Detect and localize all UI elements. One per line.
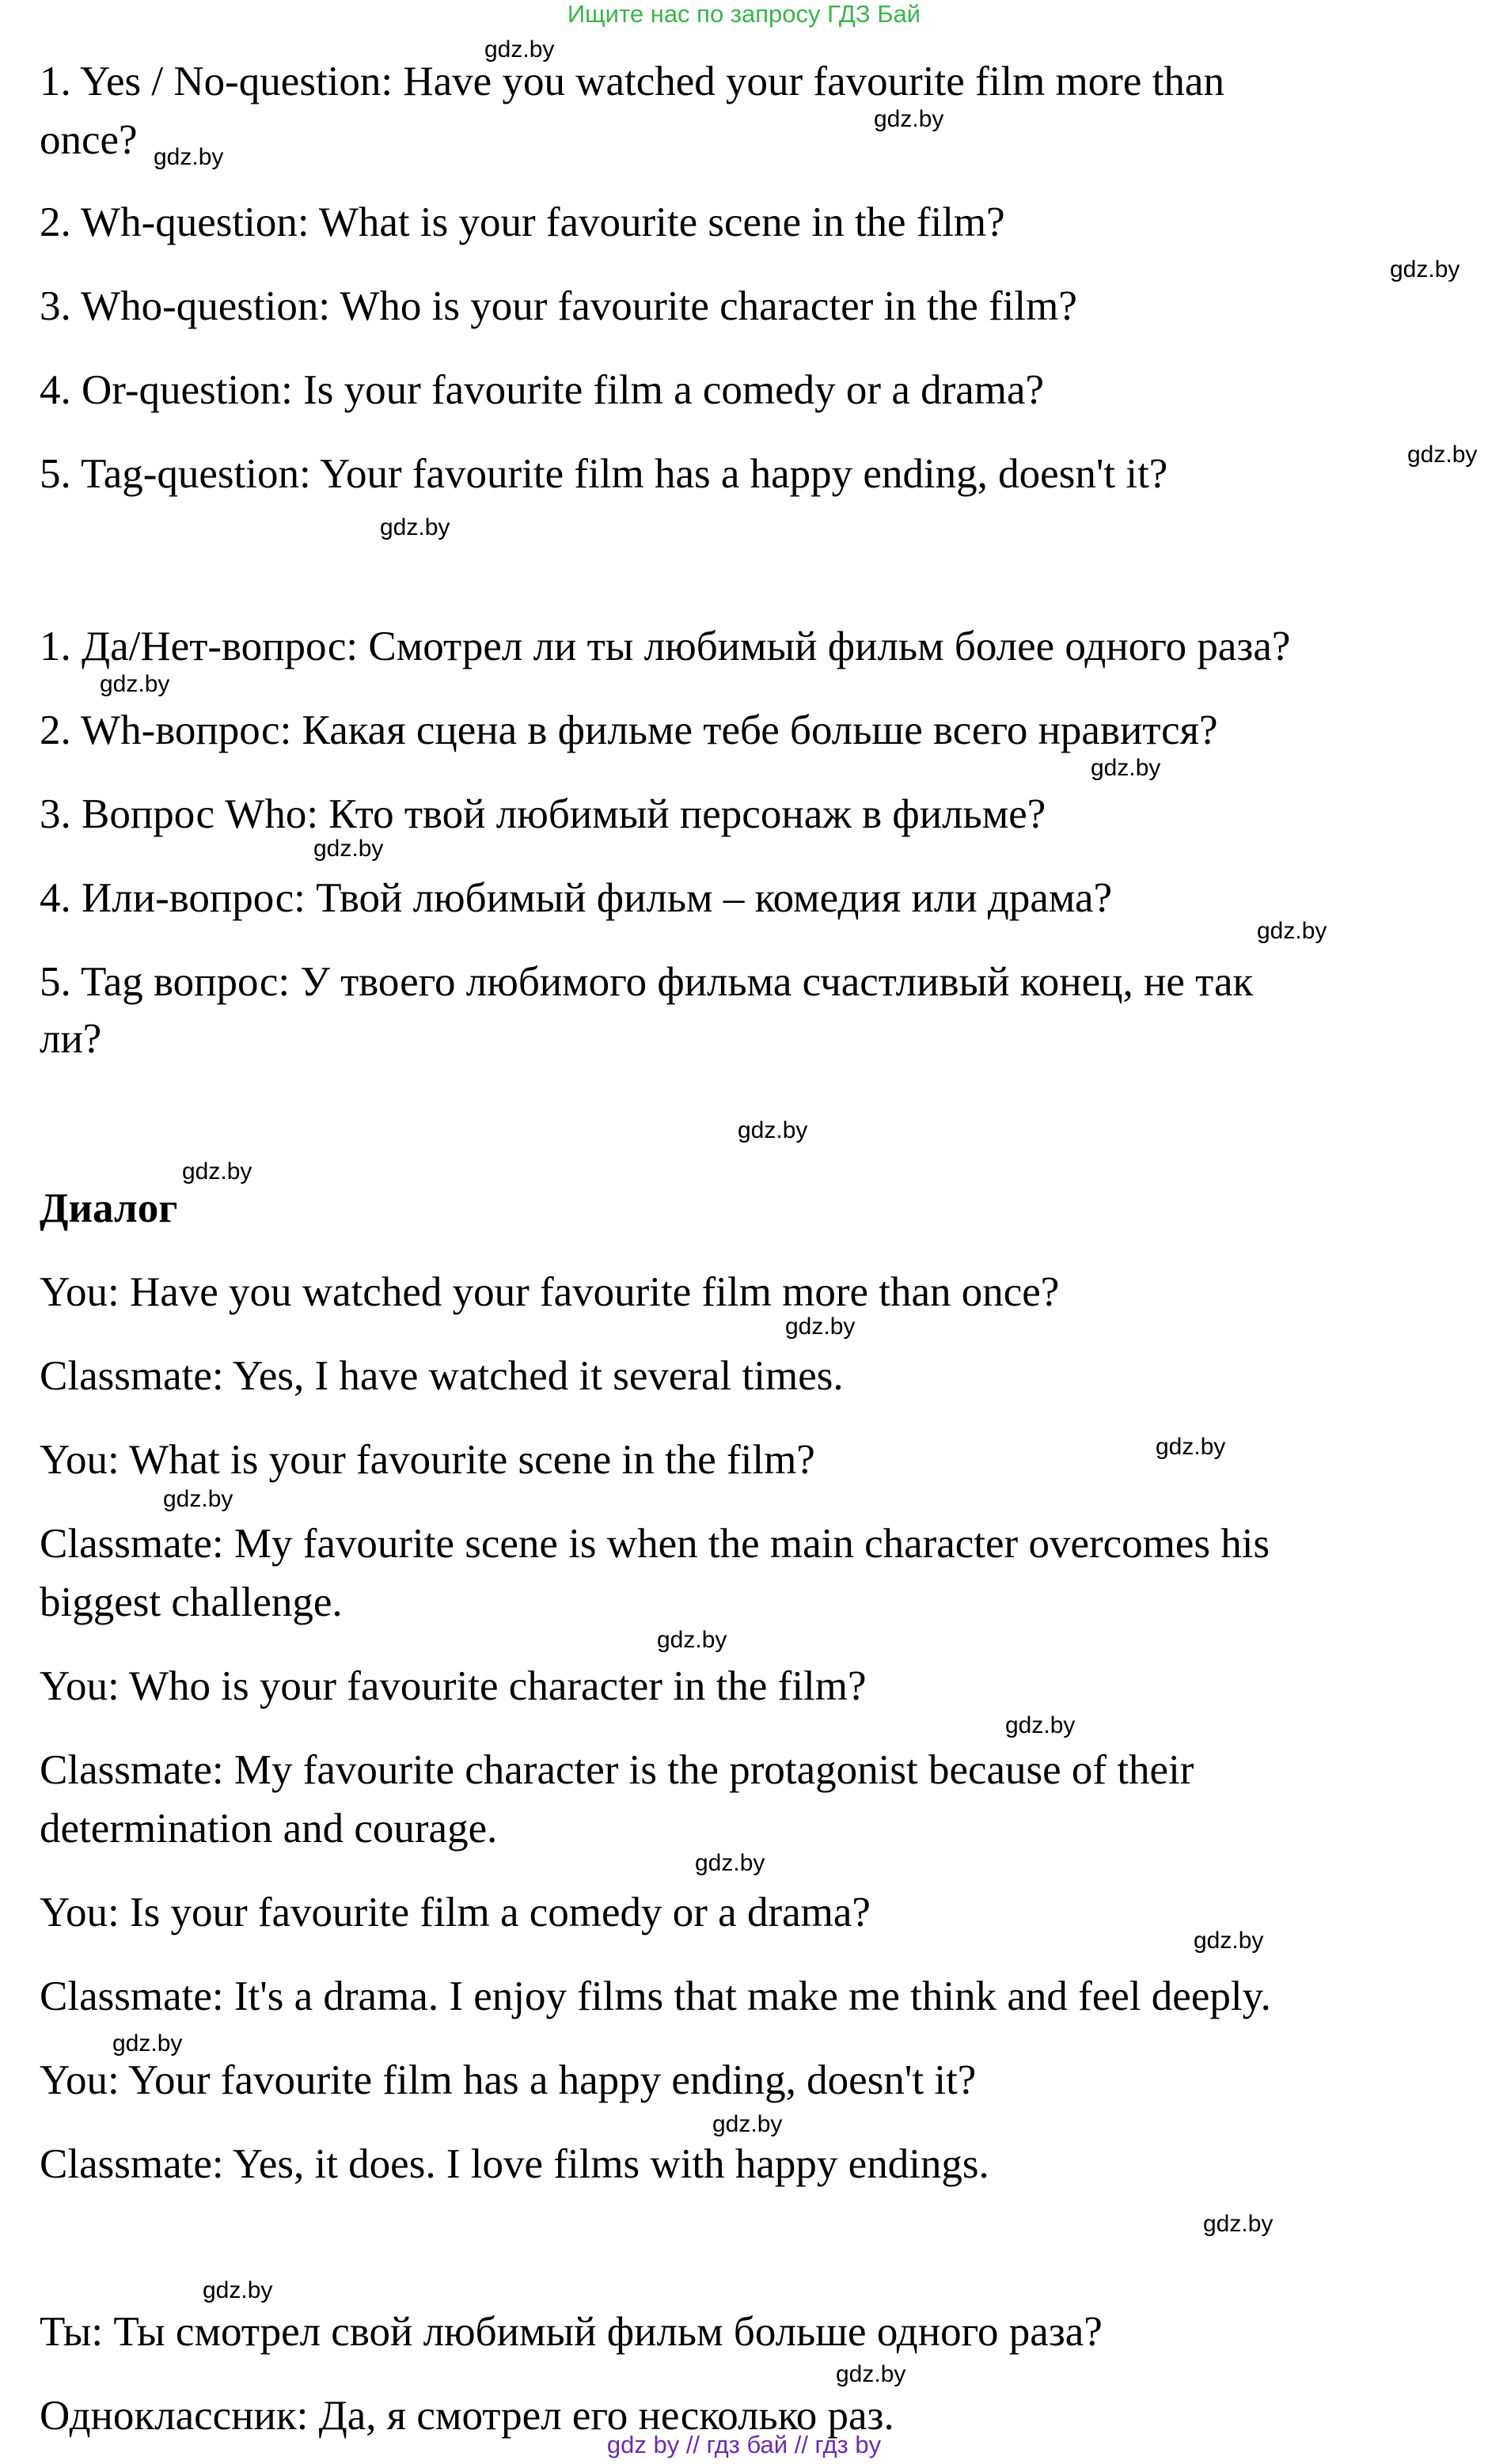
russian-question-line: 3. Вопрос Who: Кто твой любимый персонаж в фильме? bbox=[40, 791, 1046, 837]
watermark: gdz.by bbox=[695, 1850, 765, 1876]
watermark: gdz.by bbox=[1390, 256, 1460, 282]
watermark: gdz.by bbox=[874, 106, 944, 132]
watermark: gdz.by bbox=[1091, 755, 1161, 781]
watermark: gdz.by bbox=[785, 1314, 856, 1340]
watermark: gdz.by bbox=[1203, 2211, 1274, 2237]
russian-question-line: 5. Tag вопрос: У твоего любимого фильма счастливый конец, не так bbox=[40, 959, 1254, 1005]
dialogue-line: Classmate: Yes, I have watched it several times. bbox=[40, 1353, 844, 1399]
search-banner[interactable]: Ищите нас по запросу ГДЗ Бай bbox=[567, 0, 921, 28]
russian-dialogue-line: Одноклассник: Да, я смотрел его несколько раз. bbox=[40, 2393, 894, 2439]
dialogue-line: Classmate: My favourite scene is when the main character overcomes his bbox=[40, 1521, 1270, 1567]
watermark: gdz.by bbox=[1005, 1712, 1076, 1738]
watermark: gdz.by bbox=[657, 1627, 727, 1653]
dialogue-line: You: Is your favourite film a comedy or a drama? bbox=[40, 1890, 871, 1935]
watermark: gdz.by bbox=[712, 2111, 783, 2137]
dialogue-line: You: What is your favourite scene in the film? bbox=[40, 1437, 815, 1483]
footer-links[interactable]: gdz by // гдз бай // гдз by bbox=[606, 2431, 882, 2458]
watermark: gdz.by bbox=[100, 671, 170, 697]
dialogue-line: determination and courage. bbox=[40, 1806, 498, 1852]
watermark: gdz.by bbox=[1156, 1434, 1226, 1460]
watermark: gdz.by bbox=[112, 2030, 183, 2056]
watermark: gdz.by bbox=[1257, 918, 1327, 944]
watermark: gdz.by bbox=[380, 514, 450, 540]
dialogue-line: Classmate: Yes, it does. I love films with happy endings. bbox=[40, 2141, 989, 2187]
english-question-line: 5. Tag-question: Your favourite film has a happy ending, doesn't it? bbox=[40, 451, 1168, 497]
watermark: gdz.by bbox=[836, 2361, 906, 2387]
dialogue-line: biggest challenge. bbox=[40, 1579, 343, 1625]
watermark: gdz.by bbox=[182, 1158, 252, 1185]
dialogue-heading: Диалог bbox=[40, 1185, 178, 1231]
watermark: gdz.by bbox=[313, 836, 384, 862]
dialogue-line: You: Your favourite film has a happy ending, doesn't it? bbox=[40, 2057, 977, 2103]
english-question-line: 4. Or-question: Is your favourite film a comedy or a drama? bbox=[40, 367, 1045, 413]
watermark: gdz.by bbox=[738, 1117, 808, 1143]
watermark: gdz.by bbox=[203, 2277, 273, 2303]
english-question-line: once? bbox=[40, 117, 138, 163]
russian-question-line: ли? bbox=[40, 1016, 102, 1062]
dialogue-line: Classmate: My favourite character is the protagonist because of their bbox=[40, 1747, 1194, 1793]
dialogue-line: You: Who is your favourite character in the film? bbox=[40, 1663, 867, 1709]
russian-question-line: 2. Wh-вопрос: Какая сцена в фильме тебе больше всего нравится? bbox=[40, 707, 1218, 753]
english-question-line: 2. Wh-question: What is your favourite scene in the film? bbox=[40, 199, 1005, 245]
russian-question-line: 4. Или-вопрос: Твой любимый фильм – комедия или драма? bbox=[40, 875, 1113, 921]
english-question-line: 3. Who-question: Who is your favourite character in the film? bbox=[40, 283, 1077, 329]
watermark: gdz.by bbox=[163, 1486, 233, 1512]
dialogue-line: You: Have you watched your favourite film more than once? bbox=[40, 1269, 1060, 1315]
watermark: gdz.by bbox=[1407, 442, 1478, 468]
watermark: gdz.by bbox=[154, 144, 224, 170]
russian-question-line: 1. Да/Нет-вопрос: Смотрел ли ты любимый фильм более одного раза? bbox=[40, 624, 1291, 669]
russian-dialogue-line: Ты: Ты смотрел свой любимый фильм больше одного раза? bbox=[40, 2309, 1103, 2355]
english-question-line: 1. Yes / No-question: Have you watched your favourite film more than bbox=[40, 59, 1224, 104]
watermark: gdz.by bbox=[484, 36, 555, 63]
watermark: gdz.by bbox=[1194, 1928, 1264, 1954]
dialogue-line: Classmate: It's a drama. I enjoy films that make me think and feel deeply. bbox=[40, 1973, 1271, 2019]
